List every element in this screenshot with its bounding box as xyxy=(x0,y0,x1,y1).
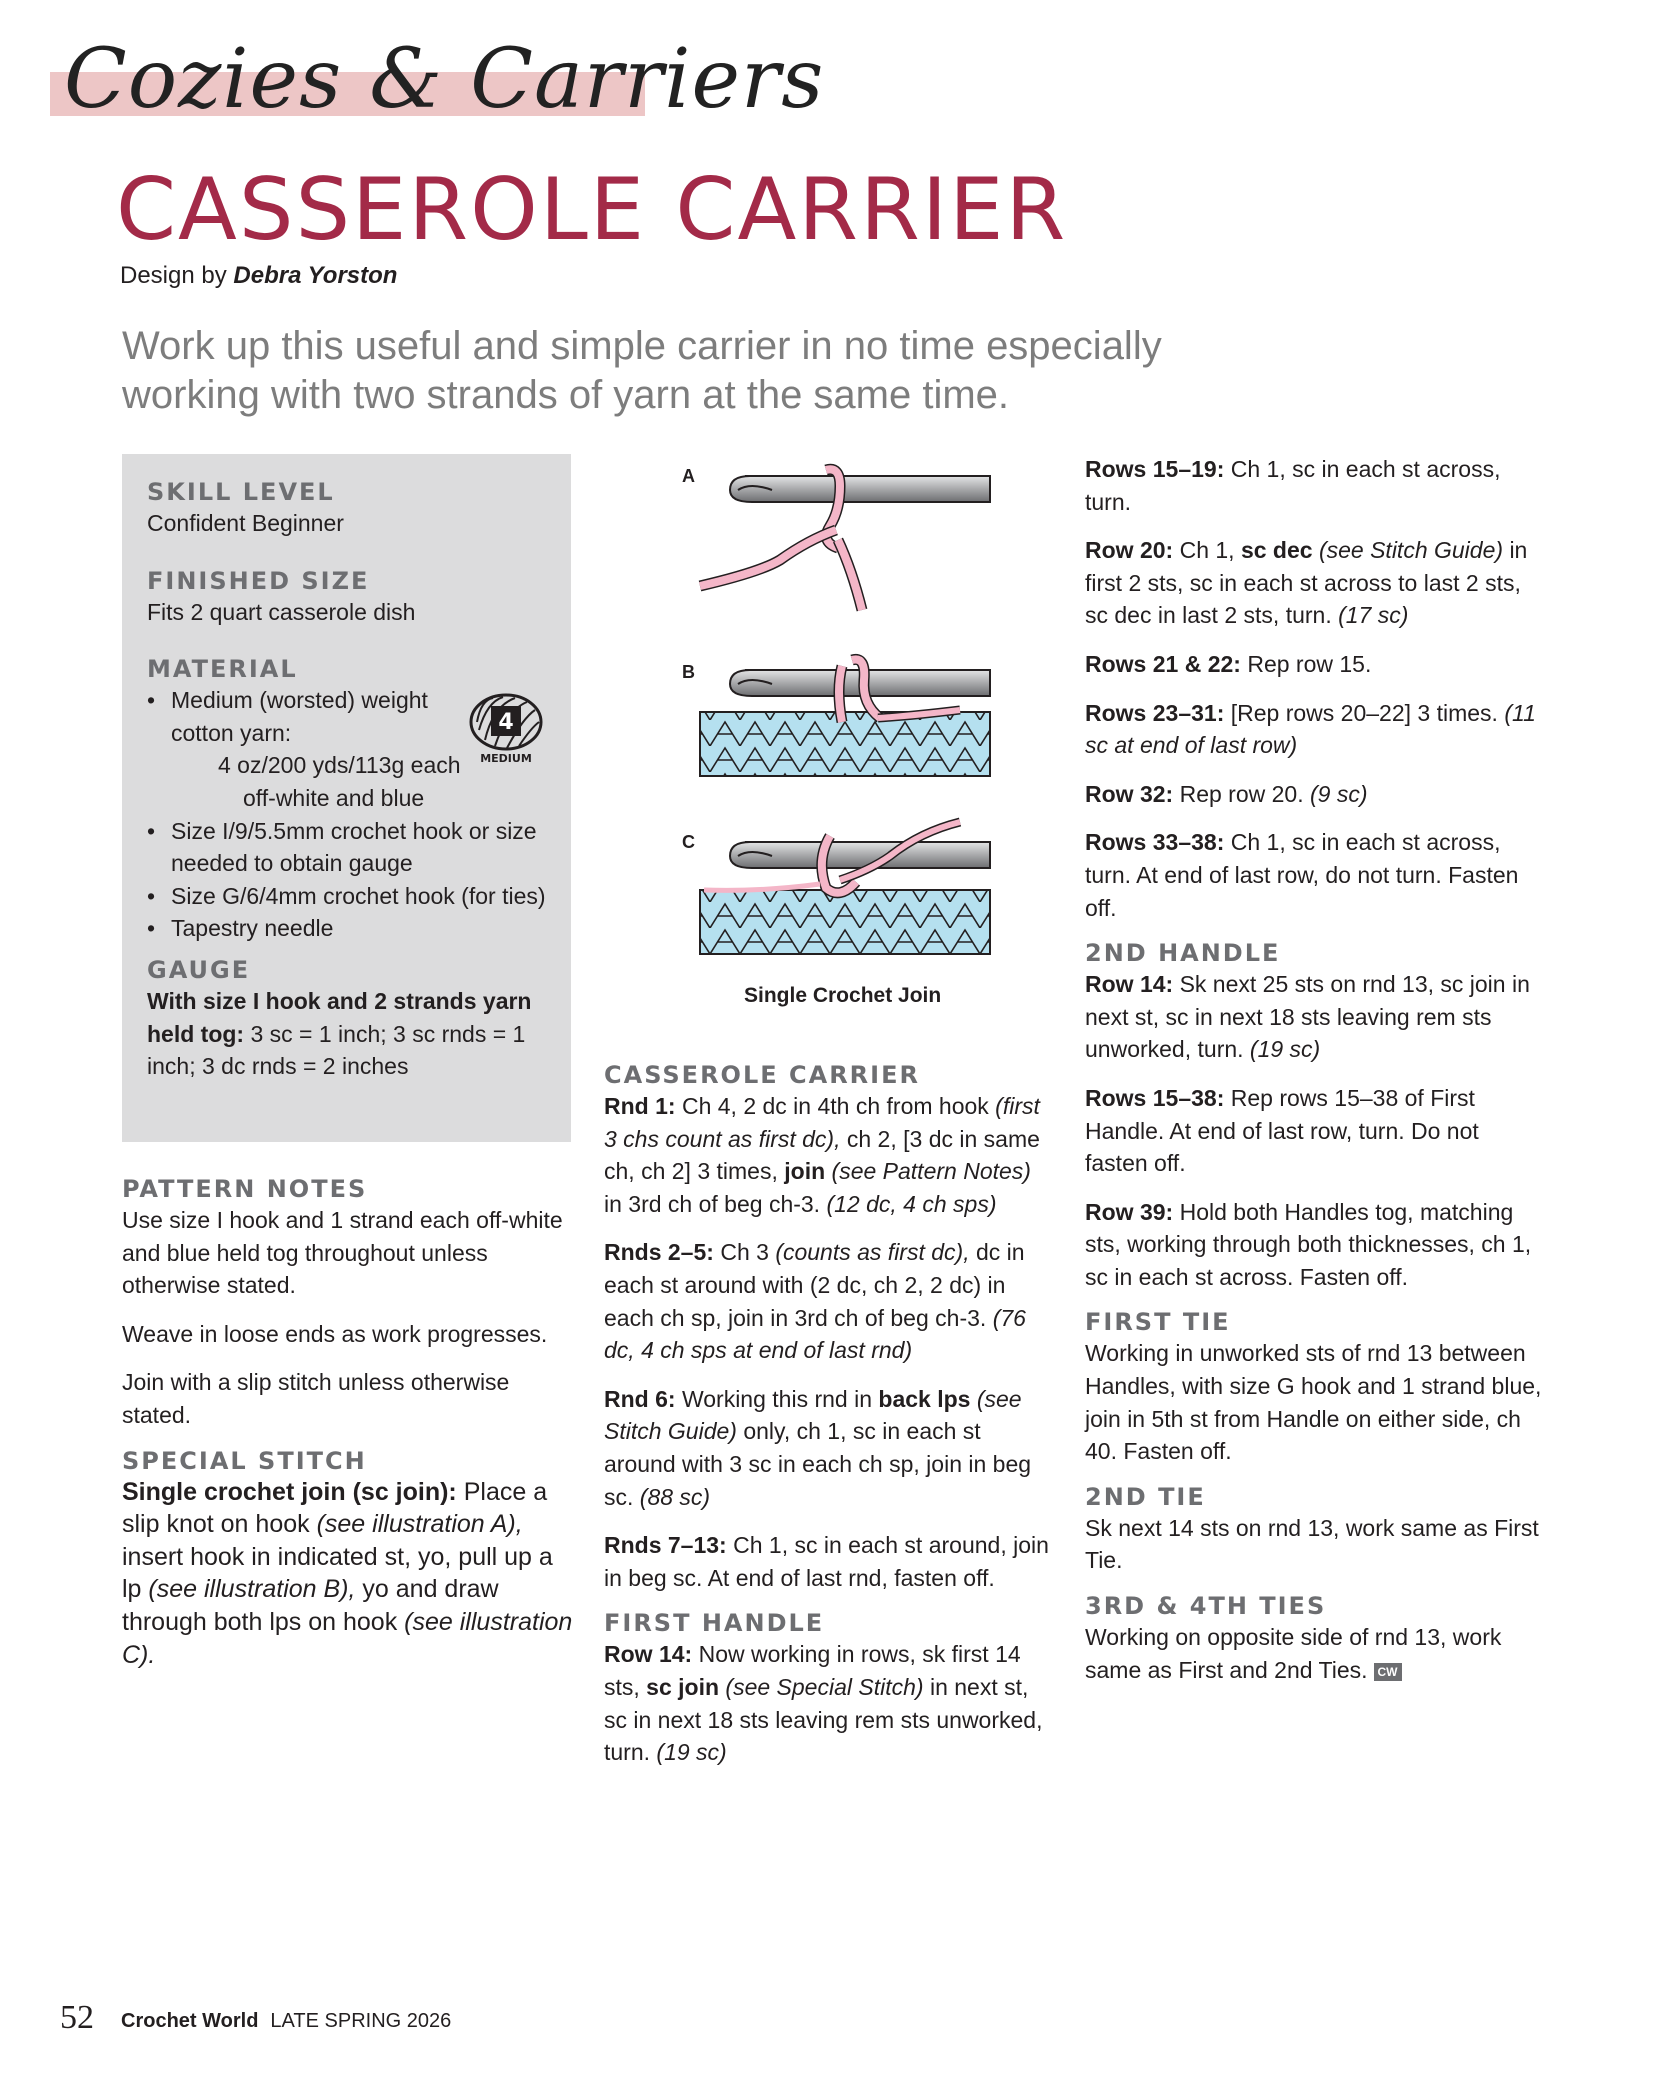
notes-column xyxy=(122,1174,577,1671)
skill-level-value: Confident Beginner xyxy=(147,510,344,536)
first-tie-text: Working in unworked sts of rnd 13 between Handles, with size G hook and 1 strand blue, join in 5th st from Handle on either side, ch 40. Fasten off. xyxy=(1085,1340,1542,1465)
material-yarn-detail: 4 oz/200 yds/113g each xyxy=(218,752,461,779)
yarn-weight-icon xyxy=(467,692,545,764)
instruction-rows-21-22: Rows 21 & 22: Rep row 15. xyxy=(1085,650,1372,677)
instruction-handle2-rows-15-38: Rows 15–38: Rep rows 15–38 of First Handle. At end of last row, turn. Do not fasten off. xyxy=(1085,1084,1479,1177)
instruction-rows-33-38: Rows 33–38: Ch 1, sc in each st across, turn. At end of last row, do not turn. Fasten off. xyxy=(1085,829,1519,921)
gauge-text: With size I hook and 2 strands yarn held tog: 3 sc = 1 inch; 3 sc rnds = 1 inch; 3 dc rnds = 2 inches xyxy=(147,987,532,1080)
material-yarn-colors: off-white and blue xyxy=(243,784,425,811)
end-mark-badge: CW xyxy=(1374,1663,1402,1681)
pattern-notes-heading: PATTERN NOTES xyxy=(122,1175,368,1203)
label-b: B xyxy=(682,662,695,682)
third-fourth-ties-heading: 3RD & 4TH TIES xyxy=(1085,1592,1327,1621)
instruction-rnd-6: Rnd 6: Working this rnd in back lps (see Stitch Guide) only, ch 1, sc in each st around with 3 sc in each ch sp, join in beg sc. (88 sc) xyxy=(604,1385,1032,1510)
instruction-row-14: Row 14: Now working in rows, sk first 14 sts, sc join (see Special Stitch) in next st, sc in next 18 sts leaving rem sts unworked, turn. (19 sc) xyxy=(604,1641,1043,1766)
special-stitch-heading: SPECIAL STITCH xyxy=(122,1446,367,1475)
material-item: • Tapestry needle xyxy=(147,912,562,945)
stitch-illustration xyxy=(680,460,1040,1020)
instructions-column-middle xyxy=(604,1060,1050,1769)
instruction-row-39: Row 39: Hold both Handles tog, matching sts, working through both thicknesses, ch 1, sc in each st across. Fasten off. xyxy=(1085,1198,1532,1290)
material-item: • Medium (worsted) weight cotton yarn: xyxy=(147,684,562,749)
designer-name: Debra Yorston xyxy=(233,262,398,289)
second-tie-heading: 2ND TIE xyxy=(1085,1482,1206,1511)
yarn-weight-number: 4 xyxy=(498,710,514,735)
footer-publication: Crochet World LATE SPRING 2026 xyxy=(121,2010,452,2032)
instruction-rnd-1: Rnd 1: Ch 4, 2 dc in 4th ch from hook (first 3 chs count as first dc), ch 2, [3 dc in same ch, ch 2] 3 times, join (see Pattern Notes) in 3rd ch of beg ch-3. (12 dc, 4 ch sps) xyxy=(604,1093,1040,1217)
byline-prefix: Design by xyxy=(120,262,227,289)
pattern-note: Join with a slip stitch unless otherwise stated. xyxy=(122,1369,510,1428)
instruction-row-32: Row 32: Rep row 20. (9 sc) xyxy=(1085,780,1368,807)
instruction-rnds-7-13: Rnds 7–13: Ch 1, sc in each st around, join in beg sc. At end of last rnd, fasten off. xyxy=(604,1532,1049,1591)
material-item: • Size G/6/4mm crochet hook (for ties) xyxy=(147,880,562,913)
instructions-column-right xyxy=(1085,453,1545,1686)
label-c: C xyxy=(682,832,695,852)
first-tie-heading: FIRST TIE xyxy=(1085,1308,1231,1337)
second-handle-heading: 2ND HANDLE xyxy=(1085,939,1281,968)
material-list-2 xyxy=(147,815,562,945)
casserole-carrier-heading: CASSEROLE CARRIER xyxy=(604,1061,920,1089)
materials-column xyxy=(147,477,562,1083)
first-handle-heading: FIRST HANDLE xyxy=(604,1609,825,1638)
page-title: CASSEROLE CARRIER xyxy=(116,160,1068,260)
instruction-rnds-2-5: Rnds 2–5: Ch 3 (counts as first dc), dc in each st around with (2 dc, ch 2, 2 dc) in each ch sp, join in 3rd ch of beg ch-3. (76 dc, 4 ch sps at end of last rnd) xyxy=(604,1239,1026,1364)
instruction-rows-23-31: Rows 23–31: [Rep rows 20–22] 3 times. (11 sc at end of last row) xyxy=(1085,699,1536,759)
intro-text: Work up this useful and simple carrier in no time especially working with two strands of yarn at the same time. xyxy=(122,324,1162,417)
page-number: 52 xyxy=(60,1999,94,2036)
instruction-rows-15-19: Rows 15–19: Ch 1, sc in each st across, turn. xyxy=(1085,456,1501,515)
illustration-caption: Single Crochet Join xyxy=(744,984,942,1007)
gauge-heading: GAUGE xyxy=(147,955,251,984)
section-tag: Cozies & Carriers xyxy=(64,32,825,127)
second-tie-text: Sk next 14 sts on rnd 13, work same as First Tie. xyxy=(1085,1514,1539,1574)
illustration-a xyxy=(700,469,990,610)
finished-size-value: Fits 2 quart casserole dish xyxy=(147,598,416,625)
instruction-row-20: Row 20: Ch 1, sc dec (see Stitch Guide) in first 2 sts, sc in each st across to last 2 sts, sc dec in last 2 sts, turn. (17 sc) xyxy=(1085,537,1528,629)
finished-size-heading: FINISHED SIZE xyxy=(147,566,370,595)
illustration-b xyxy=(700,659,990,776)
third-fourth-ties-text: Working on opposite side of rnd 13, work same as First and 2nd Ties. CW xyxy=(1085,1624,1502,1683)
yarn-weight-label: MEDIUM xyxy=(480,752,532,764)
illustration-c xyxy=(700,822,990,954)
pattern-note: Weave in loose ends as work progresses. xyxy=(122,1320,548,1347)
material-heading: MATERIAL xyxy=(147,655,298,684)
byline xyxy=(120,261,397,291)
instruction-handle2-row-14: Row 14: Sk next 25 sts on rnd 13, sc join in next st, sc in next 18 sts leaving rem sts unworked, turn. (19 sc) xyxy=(1085,971,1530,1063)
material-item: • Size I/9/5.5mm crochet hook or size needed to obtain gauge xyxy=(147,815,562,880)
label-a: A xyxy=(682,466,695,486)
skill-level-heading: SKILL LEVEL xyxy=(147,478,335,506)
special-stitch-text: Single crochet join (sc join): Place a slip knot on hook (see illustration A), insert hook in indicated st, yo, pull up a lp (see illustration B), yo and draw through both lps on hook (see illustration C). xyxy=(122,1477,573,1669)
pattern-note: Use size I hook and 1 strand each off-white and blue held tog throughout unless otherwise stated. xyxy=(122,1207,563,1299)
